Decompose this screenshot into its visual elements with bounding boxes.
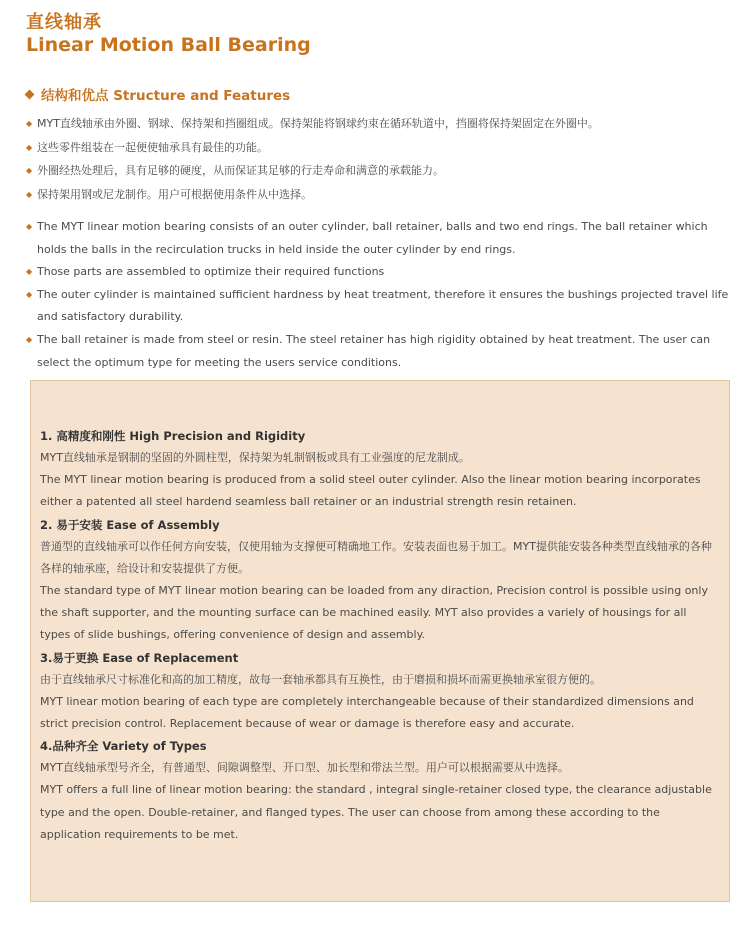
bullet-list-cn [26,112,738,206]
list-item [26,159,738,183]
feature-text-en: The standard type of MYT linear motion bearing can be loaded from any diraction, Precision control is possible using only the shaft supporter, and the mounting surface can be machined easily. MYT also provides a variely of housings for all types of slide bushings, offering convenience of design and assembly. [40,584,708,642]
list-item [26,216,738,261]
feature-text-cn: 普通型的直线轴承可以作任何方向安装，仅使用轴为支撑便可精确地工作。安装表面也易于加工。MYT提供能安装各种类型直线轴承的各种各样的轴承座，给设计和安装提供了方便。 [40,539,712,575]
diamond-bullet-icon [25,89,35,99]
diamond-bullet-icon: ◆ [26,289,33,299]
feature-text-cn: MYT直线轴承是钢制的坚固的外圆柱型，保持架为轧制钢板或具有工业强度的尼龙制成。 [40,451,470,464]
diamond-bullet-icon: ◆ [26,142,33,152]
feature-text-en: The MYT linear motion bearing is produced from a solid steel outer cylinder. Also the linear motion bearing incorporates either a patented all steel hardend seamless ball retainer or an industrial strength resin retainen. [40,473,701,509]
section-heading [22,84,290,104]
list-item-text: 保持架用钢或尼龙制作。用户可根据使用条件从中选择。 [37,187,312,201]
list-item [26,284,738,329]
list-item [26,112,738,136]
diamond-bullet-icon: ◆ [26,267,33,277]
feature-heading: 1. 高精度和刚性 High Precision and Rigidity [40,429,306,443]
page-title-en: Linear Motion Ball Bearing [26,34,311,56]
feature-block [40,647,715,736]
feature-block [40,735,715,846]
diamond-bullet-icon: ◆ [26,189,33,199]
features-panel [30,380,730,902]
list-item-text: 这些零件组装在一起便使轴承具有最佳的功能。 [37,140,268,154]
list-item [26,329,738,374]
feature-heading: 3.易于更换 Ease of Replacement [40,650,239,665]
feature-heading: 4.品种齐全 Variety of Types [40,739,207,754]
list-item [26,136,738,160]
list-item-text: The outer cylinder is maintained sufficient hardness by heat treatment, therefore it ensures the bushings projected travel life and satisfactory durability. [37,287,729,324]
feature-text-en: MYT linear motion bearing of each type are completely interchangeable because of their standardized dimensions and strict precision control. Replacement because of wear or damage is therefore easy and accurate. [40,694,694,731]
feature-text-cn: MYT直线轴承型号齐全，有普通型、间隙调整型、开口型、加长型和带法兰型。用户可以根据需要从中选择。 [40,761,569,775]
section-heading-text: 结构和优点 Structure and Features [41,88,291,104]
list-item-text: 外圈经热处理后，具有足够的硬度，从而保证其足够的行走寿命和满意的承载能力。 [37,164,444,177]
feature-text-cn: 由于直线轴承尺寸标准化和高的加工精度，故每一套轴承都具有互换性，由于磨损和损坏而需更换轴承室很方便的。 [40,672,601,686]
page-title-cn: 直线轴承 [26,12,102,33]
list-item-text: The ball retainer is made from steel or resin. The steel retainer has high rigidity obtained by heat treatment. The user can select the optimum type for meeting the users service conditions. [37,332,711,369]
list-item-text: The MYT linear motion bearing consists of an outer cylinder, ball retainer, balls and two end rings. The ball retainer which holds the balls in the recirculation trucks in held inside the outer cylinder by end rings. [37,220,708,256]
list-item-text: MYT直线轴承由外圈、钢球、保持架和挡圈组成。保持架能将钢球约束在循环轨道中，挡圈将保持架固定在外圈中。 [37,117,599,130]
diamond-bullet-icon: ◆ [26,334,33,344]
bullet-list-en [26,216,738,374]
list-item-text: Those parts are assembled to optimize their required functions [37,265,385,279]
diamond-bullet-icon: ◆ [26,166,33,175]
diamond-bullet-icon: ◆ [26,222,33,231]
list-item [26,183,738,207]
feature-block [40,514,715,647]
feature-heading: 2. 易于安装 Ease of Assembly [40,517,220,532]
diamond-bullet-icon: ◆ [26,119,33,128]
feature-block [40,425,715,514]
feature-text-en: MYT offers a full line of linear motion bearing: the standard , integral single-retainer closed type, the clearance adjustable type and the open. Double-retainer, and flanged types. The user can choose from among these according to the application requirements to be met. [40,783,712,841]
list-item [26,261,738,284]
